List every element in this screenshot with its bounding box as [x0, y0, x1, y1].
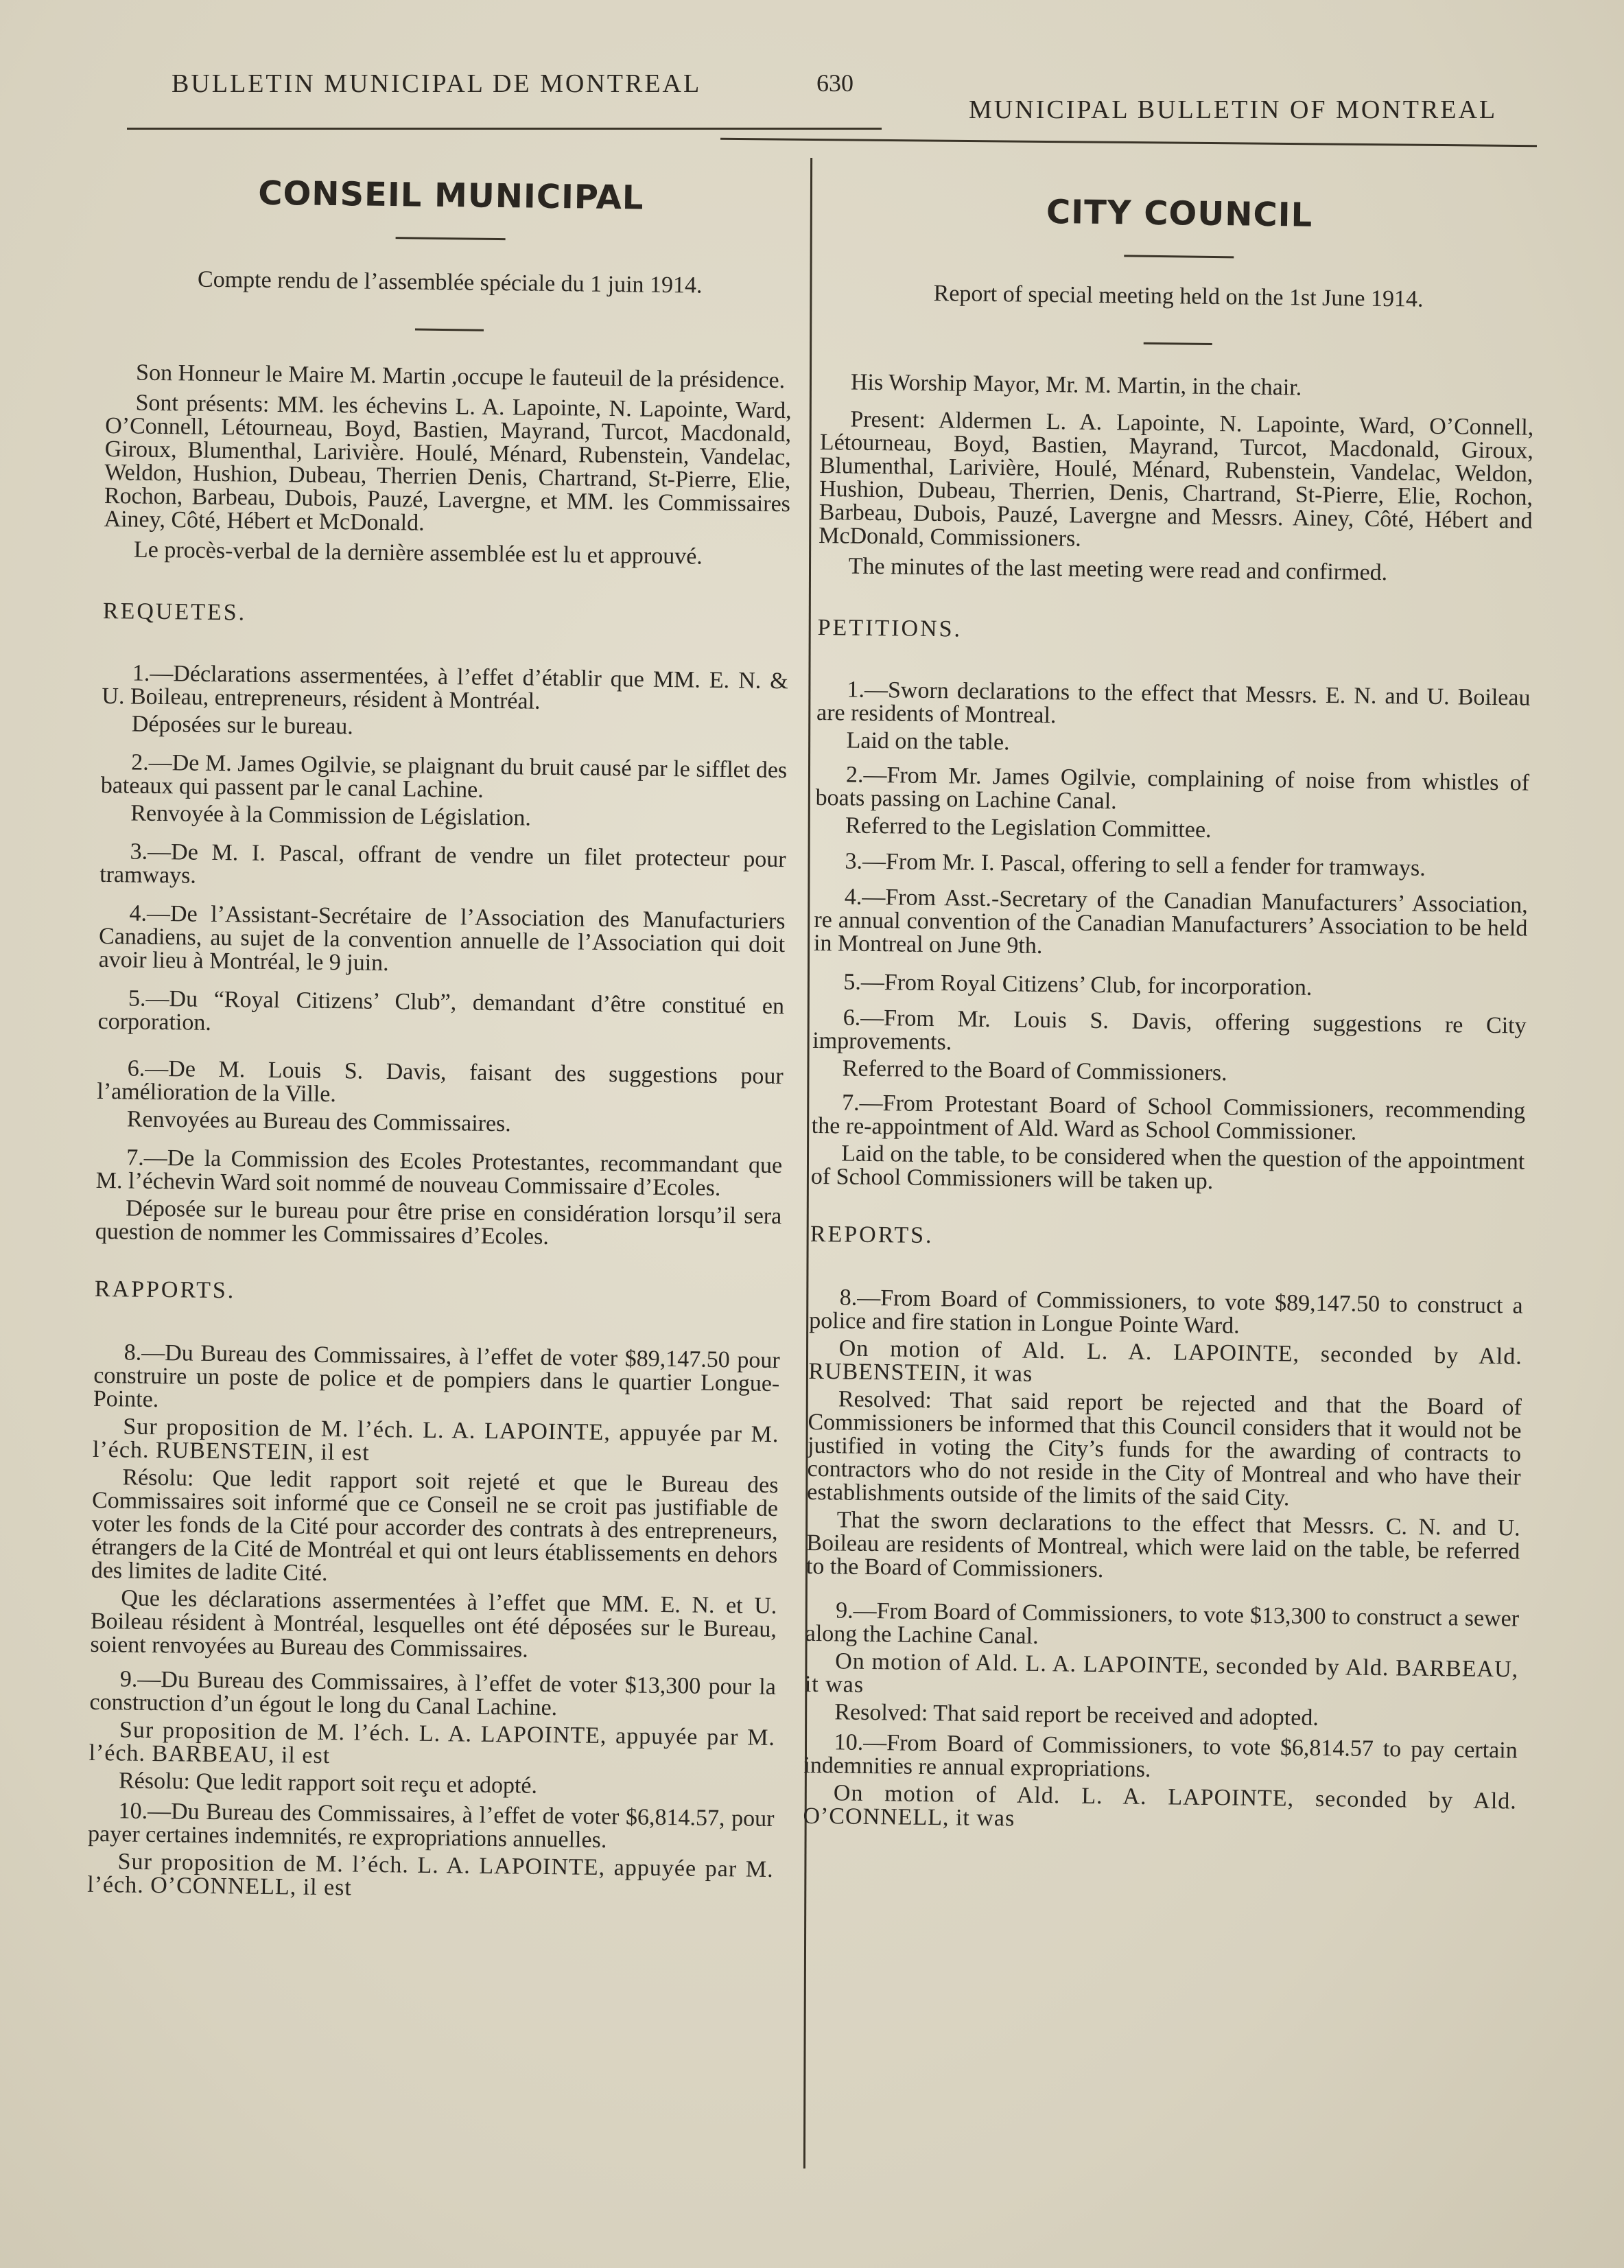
item-motion: On motion of Ald. L. A. LAPOINTE, seconded by Ald. RUBENSTEIN, it was — [808, 1335, 1522, 1387]
chair-paragraph: Son Honneur le Maire M. Martin ,occupe le fauteuil de la présidence. — [135, 360, 786, 394]
item-action: Laid on the table. — [846, 727, 1010, 756]
item-resolution: Resolved: That said report be received and adopted. — [834, 1699, 1319, 1731]
short-rule — [415, 328, 484, 331]
item-action: Referred to the Legislation Committee. — [845, 812, 1212, 843]
item-paragraph: 1.—Sworn declarations to the effect that Messrs. E. N. and U. Boileau are residents of Montreal. — [816, 677, 1531, 729]
short-rule — [1144, 342, 1212, 345]
item-motion: Sur proposition de M. l’éch. L. A. LAPOINTE, appuyée par M. l’éch. O’CONNELL, il est — [87, 1849, 774, 1901]
item-action: Déposée sur le bureau pour être prise en considération lorsqu’il sera question de nommer les Commissaires d’Ecoles. — [95, 1195, 782, 1250]
item-paragraph: 9.—From Board of Commissioners, to vote $13,300 to construct a sewer along the Lachine Canal. — [805, 1598, 1520, 1649]
english-column — [803, 158, 1537, 1837]
item-paragraph: 7.—De la Commission des Ecoles Protestantes, recommandant que M. l’échevin Ward soit nommé de nouveau Commissaire d’Ecoles. — [95, 1145, 783, 1202]
item-paragraph: 5.—From Royal Citizens’ Club, for incorporation. — [843, 969, 1313, 1001]
item-resolution: That the sworn declarations to the effect that Messrs. C. N. and U. Boileau are residents of Montreal, which were laid on the table, be referred to the Board of Commissioners. — [805, 1507, 1520, 1583]
item-paragraph: 6.—De M. Louis S. Davis, faisant des suggestions pour l’amélioration de la Ville. — [97, 1055, 784, 1108]
minutes-paragraph: Le procès-verbal de la dernière assemblée est lu et approuvé. — [133, 537, 703, 570]
item-paragraph: 3.—De M. I. Pascal, offrant de vendre un filet protecteur pour tramways. — [99, 839, 786, 889]
item-action: Laid on the table, to be considered when the question of the appointment of School Commissioners will be taken up. — [810, 1141, 1525, 1195]
item-motion: Sur proposition de M. l’éch. L. A. LAPOINTE, appuyée par M. l’éch. RUBENSTEIN, il est — [92, 1414, 779, 1466]
requests-heading: REQUETES. — [102, 598, 247, 626]
header-rule — [127, 128, 882, 130]
running-header-left: BULLETIN MUNICIPAL DE MONTREAL — [172, 69, 702, 98]
page-number: 630 — [816, 69, 854, 97]
item-paragraph: 8.—From Board of Commissioners, to vote $89,147.50 to construct a police and fire station in Longue Pointe Ward. — [809, 1285, 1523, 1339]
item-resolution: Résolu: Que ledit rapport soit rejeté et que le Bureau des Commissaires soit informé que ce Conseil ne se croit pas justifiable de voter les fonds de la Cité pour accorder des contrats à des entrepreneurs, étrangers de la Cité de Montréal et qui ont leurs établissements en dehors des limites de ladite Cité. — [91, 1464, 779, 1587]
item-paragraph: 10.—Du Bureau des Commissaires, à l’effet de voter $6,814.57, pour payer certaines indemnités, re expropriations annuelles. — [87, 1798, 775, 1854]
header-rule — [720, 138, 1537, 147]
reports-heading: RAPPORTS. — [94, 1276, 236, 1304]
french-column — [87, 158, 795, 1905]
item-paragraph: 9.—Du Bureau des Commissaires, à l’effet de voter $13,300 pour la construction d’un égout le long du Canal Lachine. — [89, 1666, 777, 1721]
item-paragraph: 7.—From Protestant Board of School Commissioners, recommending the re-appointment of Ald. Ward as School Commissioner. — [811, 1090, 1526, 1145]
item-action: Renvoyée à la Commission de Législation. — [130, 800, 532, 831]
item-motion: On motion of Ald. L. A. LAPOINTE, seconded by Ald. O’CONNELL, it was — [803, 1780, 1518, 1832]
meeting-subtitle: Report of special meeting held on the 1st June 1914. — [933, 280, 1424, 312]
item-paragraph: 4.—From Asst.-Secretary of the Canadian Manufacturers’ Association, re annual convention of the Canadian Manufacturers’ Association to be held in Montreal on June 9th. — [813, 884, 1528, 959]
item-resolution: Résolu: Que ledit rapport soit reçu et adopté. — [118, 1768, 538, 1799]
item-action: Déposées sur le bureau. — [131, 711, 354, 740]
item-motion: On motion of Ald. L. A. LAPOINTE, seconded by Ald. BARBEAU, it was — [804, 1648, 1519, 1698]
item-action: Renvoyées au Bureau des Commissaires. — [126, 1106, 512, 1137]
item-resolution: Resolved: That said report be rejected and that the Board of Commissioners be informed that this Council considers that it would not be justified in voting the City’s funds for the awarding of contracts to contractors who do not reside in the City of Montreal and who have their establishments outside of the limits of the said City. — [807, 1386, 1522, 1511]
item-paragraph: 8.—Du Bureau des Commissaires, à l’effet de voter $89,147.50 pour construire un poste de police et de pompiers dans le quartier Longue-Pointe. — [93, 1340, 780, 1413]
item-paragraph: 10.—From Board of Commissioners, to vote $6,814.57 to pay certain indemnities re annual expropriations. — [803, 1729, 1518, 1783]
short-rule — [1124, 255, 1234, 258]
item-action: Referred to the Board of Commissioners. — [842, 1055, 1227, 1086]
present-paragraph: Sont présents: MM. les échevins L. A. Lapointe, N. Lapointe, Ward, O’Connell, Létourneau, Boyd, Bastien, Mayrand, Turcot, Macdonald, Giroux, Blumenthal, Larivière. Houlé, Ménard, Rubenstein, Vandelac, Weldon, Hushion, Dubeau, Therrien Denis, Chartrand, St-Pierre, Elie, Rochon, Barbeau, Dubois, Pauzé, Lavergne, et MM. les Commissaires Ainey, Côté, Hébert et McDonald. — [104, 390, 792, 536]
minutes-paragraph: The minutes of the last meeting were read and confirmed. — [848, 553, 1388, 586]
item-motion: Sur proposition de M. l’éch. L. A. LAPOINTE, appuyée par M. l’éch. BARBEAU, il est — [89, 1717, 776, 1769]
running-header-right: MUNICIPAL BULLETIN OF MONTREAL — [969, 95, 1498, 124]
section-title: CITY COUNCIL — [1046, 192, 1313, 235]
item-paragraph: 2.—De M. James Ogilvie, se plaignant du bruit causé par le sifflet des bateaux qui passent par le canal Lachine. — [100, 749, 788, 803]
reports-heading: REPORTS. — [810, 1221, 934, 1249]
item-paragraph: 1.—Déclarations assermentées, à l’effet d’établir que MM. E. N. & U. Boileau, entrepreneurs, résident à Montréal. — [102, 660, 788, 714]
item-paragraph: 6.—From Mr. Louis S. Davis, offering suggestions re City improvements. — [812, 1005, 1527, 1055]
petitions-heading: PETITIONS. — [817, 614, 963, 642]
chair-paragraph: His Worship Mayor, Mr. M. Martin, in the chair. — [850, 369, 1302, 401]
item-paragraph: 3.—From Mr. I. Pascal, offering to sell a fender for tramways. — [845, 848, 1426, 881]
section-title: CONSEIL MUNICIPAL — [257, 174, 644, 218]
meeting-subtitle: Compte rendu de l’assemblée spéciale du 1 juin 1914. — [197, 266, 703, 299]
item-paragraph: 2.—From Mr. James Ogilvie, complaining of noise from whistles of boats passing on Lachine Canal. — [815, 762, 1530, 815]
item-paragraph: 4.—De l’Assistant-Secrétaire de l’Association des Manufacturiers Canadiens, au sujet de la convention annuelle de l’Association qui doit avoir lieu à Montréal, le 9 juin. — [98, 900, 786, 977]
short-rule — [396, 237, 506, 240]
item-paragraph: 5.—Du “Royal Citizens’ Club”, demandant d’être constitué en corporation. — [97, 985, 785, 1036]
present-paragraph: Present: Aldermen L. A. Lapointe, N. Lapointe, Ward, O’Connell, Létourneau, Boyd, Bastien, Mayrand, Turcot, Macdonald, Giroux, Blumenthal, Larivière, Houlé, Ménard, Rubenstein, Vandelac, Weldon, Hushion, Dubeau, Therrien, Denis, Chartrand, St-Pierre, Elie, Rochon, Barbeau, Dubois, Pauzé, Lavergne and Messrs. Ainey, Côté, Hébert and McDonald, Commissioners. — [819, 406, 1534, 552]
item-resolution: Que les déclarations assermentées à l’effet que MM. E. N. et U. Boileau résident à Montréal, lesquelles ont été déposées sur le Bureau, soient renvoyées au Bureau des Commissaires. — [90, 1585, 777, 1663]
